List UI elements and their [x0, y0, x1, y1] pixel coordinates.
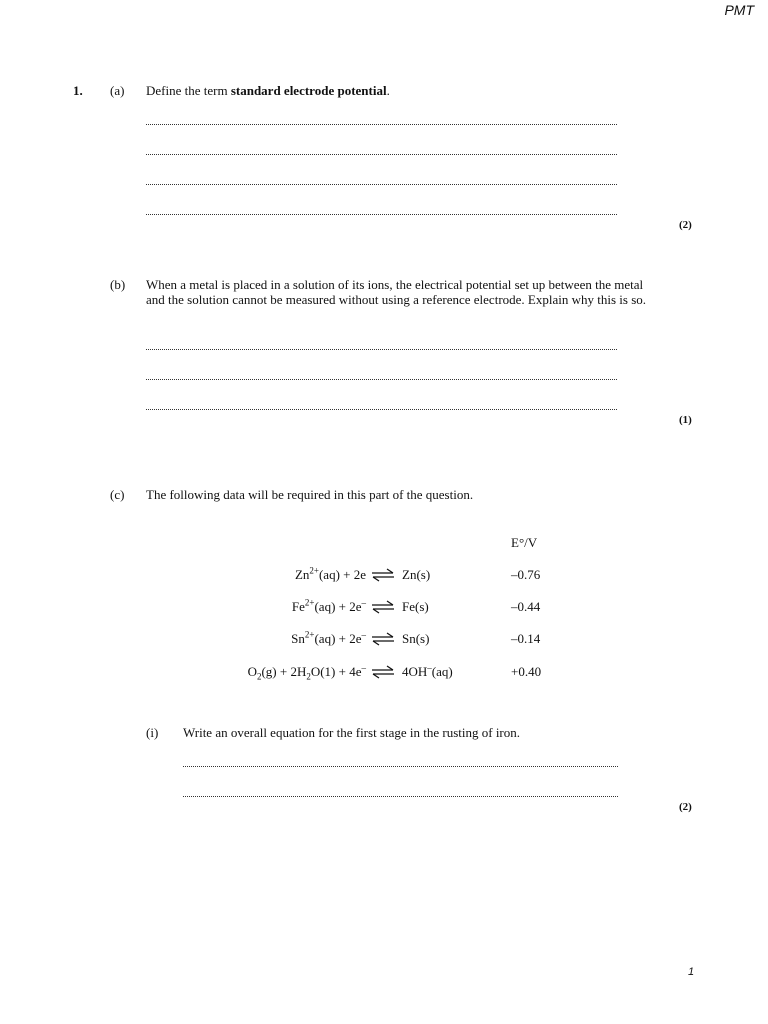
- part-c-prompt: The following data will be required in this part of the question.: [146, 487, 474, 502]
- potential-value-o2: +0.40: [511, 664, 542, 679]
- question-number: 1.: [73, 83, 83, 98]
- sub-i-label: (i): [146, 725, 159, 740]
- half-equation-right-zn: Zn(s): [402, 567, 431, 582]
- equilibrium-arrow-icon: [370, 665, 396, 679]
- part-b-label: (b): [110, 277, 126, 292]
- answer-line-a2[interactable]: [146, 154, 617, 155]
- part-a-prompt: [146, 83, 390, 99]
- potential-value-sn: –0.14: [511, 631, 541, 646]
- part-c-label: (c): [110, 487, 125, 502]
- answer-line-ci2[interactable]: [183, 796, 618, 797]
- half-equation-left-sn: $Sn^{2+}(aq) + 2e^-$: [291, 629, 366, 646]
- part-a-text-after: .: [386, 83, 390, 98]
- part-a-marks: (2): [679, 219, 692, 231]
- half-equation-right-o2: 4OH–(aq): [402, 662, 453, 679]
- half-equation-left-zn: $Zn^{2+}(aq) + 2e$: [294, 565, 366, 582]
- half-equation-left-o2: $O_2(g) + 2H_2O(1) + 4e^-$: [247, 662, 366, 682]
- answer-line-a4[interactable]: [146, 214, 617, 215]
- part-b-marks: (1): [679, 414, 692, 426]
- answer-line-a3[interactable]: [146, 184, 617, 185]
- answer-line-b3[interactable]: [146, 409, 617, 410]
- sub-i-prompt: Write an overall equation for the first stage in the rusting of iron.: [183, 725, 521, 740]
- equilibrium-arrow-icon: [370, 568, 396, 582]
- answer-line-a1[interactable]: [146, 124, 617, 125]
- potential-value-zn: –0.76: [511, 567, 541, 582]
- pmt-brand: PMT: [724, 2, 754, 18]
- half-equation-right-fe: Fe(s): [402, 599, 429, 614]
- part-b-prompt: When a metal is placed in a solution of its ions, the electrical potential set up between the metal and the solution cannot be measured without using a reference electrode. Explain why this is so.: [146, 277, 646, 307]
- page-number: 1: [688, 966, 695, 978]
- half-equation-left-fe: $Fe^{2+}(aq) + 2e^-$: [291, 597, 366, 614]
- sub-i-marks: (2): [679, 801, 692, 813]
- answer-line-b1[interactable]: [146, 349, 617, 350]
- part-a-label: (a): [110, 83, 125, 98]
- equilibrium-arrow-icon: [370, 600, 396, 614]
- half-equation-right-sn: Sn(s): [402, 631, 430, 646]
- equilibrium-arrow-icon: [370, 632, 396, 646]
- answer-line-ci1[interactable]: [183, 766, 618, 767]
- part-a-term: standard electrode potential: [230, 83, 387, 98]
- potential-value-fe: –0.44: [511, 599, 541, 614]
- answer-line-b2[interactable]: [146, 379, 617, 380]
- table-header-e-standard: E°/V: [511, 535, 538, 550]
- part-a-text-before: Define the term: [146, 83, 231, 98]
